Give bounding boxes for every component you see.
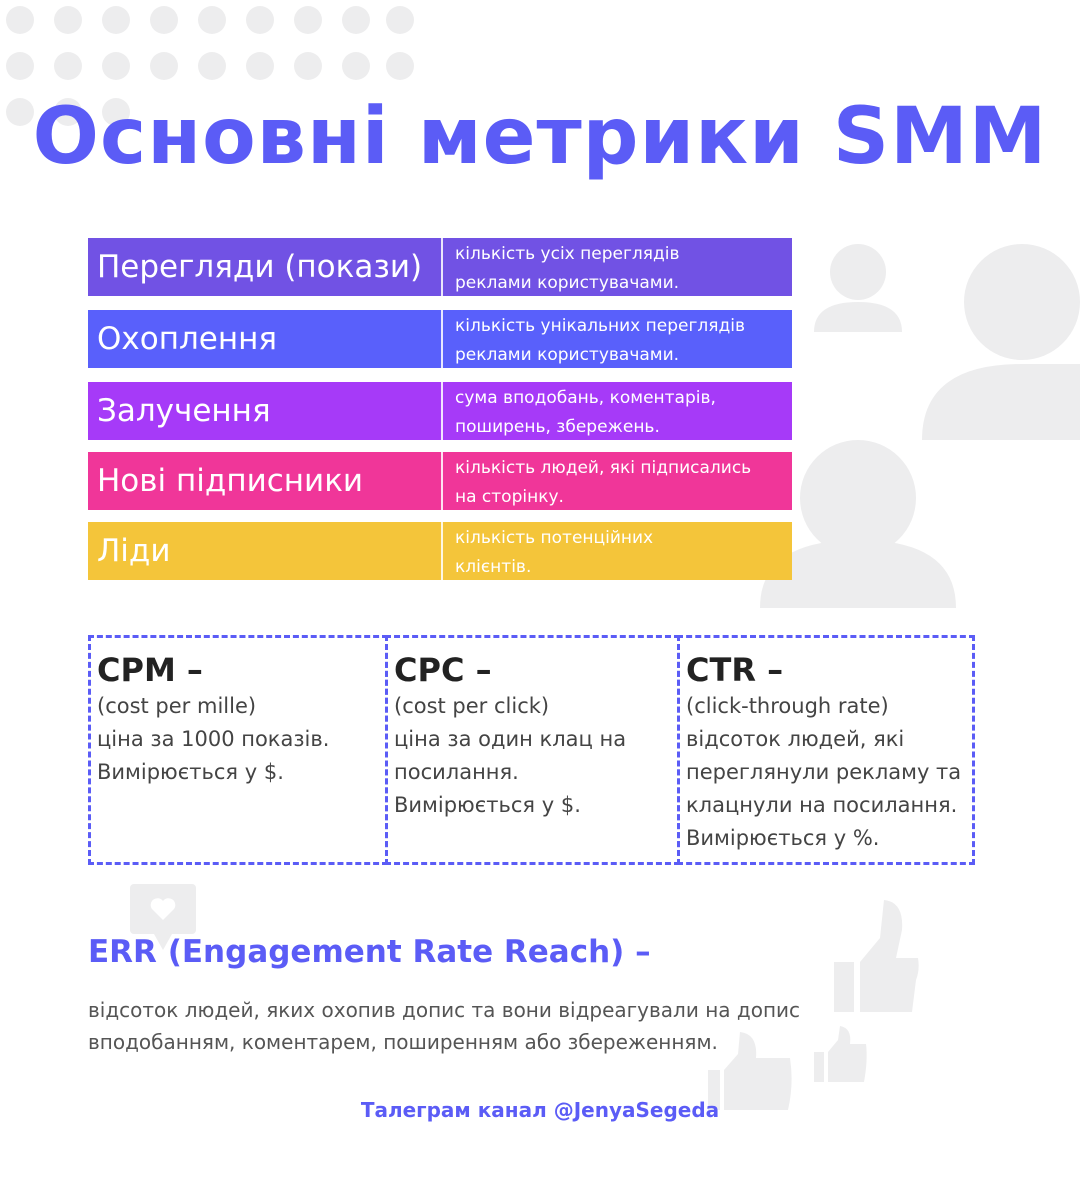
metric-row-engagement: [88, 382, 792, 440]
metric-description: кількість усіх переглядів реклами користувачами.: [455, 244, 680, 293]
cost-heading: CPC –: [394, 651, 492, 689]
cpc-box: [385, 635, 680, 865]
cost-subtitle: (cost per click): [394, 694, 550, 718]
cost-line: ціна за 1000 показів.: [97, 727, 330, 751]
metric-name: Залучення: [88, 382, 443, 440]
cost-line: клацнули на посилання.: [686, 793, 958, 817]
cost-line: Вимірюється у %.: [686, 826, 880, 850]
ctr-box: [677, 635, 975, 865]
cost-line: посилання.: [394, 760, 519, 784]
cost-heading: CTR –: [686, 651, 784, 689]
metric-description: сума вподобань, коментарів, поширень, збережень.: [455, 388, 716, 437]
cost-heading: CPM –: [97, 651, 203, 689]
cpm-box: [88, 635, 388, 865]
page-title: Основні метрики SMM: [32, 92, 1048, 182]
cost-line: переглянули рекламу та: [686, 760, 962, 784]
metric-row-views: [88, 238, 792, 296]
metric-name: Перегляди (покази): [88, 238, 443, 296]
err-description: відсоток людей, яких охопив допис та вони відреагували на допис вподобанням, коментарем, поширенням або збереженням.: [88, 998, 801, 1054]
cost-line: відсоток людей, які: [686, 727, 905, 751]
cost-line: Вимірюється у $.: [97, 760, 284, 784]
cost-subtitle: (cost per mille): [97, 694, 257, 718]
err-heading: ERR (Engagement Rate Reach) –: [88, 934, 651, 970]
metric-row-leads: [88, 522, 792, 580]
metric-row-new-followers: [88, 452, 792, 510]
metric-description: кількість людей, які підписались на сторінку.: [455, 458, 752, 507]
cost-subtitle: (click-through rate): [686, 694, 889, 718]
user-icon: [760, 236, 1080, 608]
metric-description: кількість потенційних клієнтів.: [455, 528, 654, 577]
metric-name: Нові підписники: [88, 452, 443, 510]
metric-name: Охоплення: [88, 310, 443, 368]
metric-description: кількість унікальних переглядів реклами користувачами.: [455, 316, 745, 365]
cost-line: Вимірюється у $.: [394, 793, 581, 817]
telegram-channel-footer: Талеграм канал @JenyaSegeda: [360, 1098, 720, 1122]
metric-row-reach: [88, 310, 792, 368]
cost-line: ціна за один клац на: [394, 727, 627, 751]
metric-name: Ліди: [88, 522, 443, 580]
